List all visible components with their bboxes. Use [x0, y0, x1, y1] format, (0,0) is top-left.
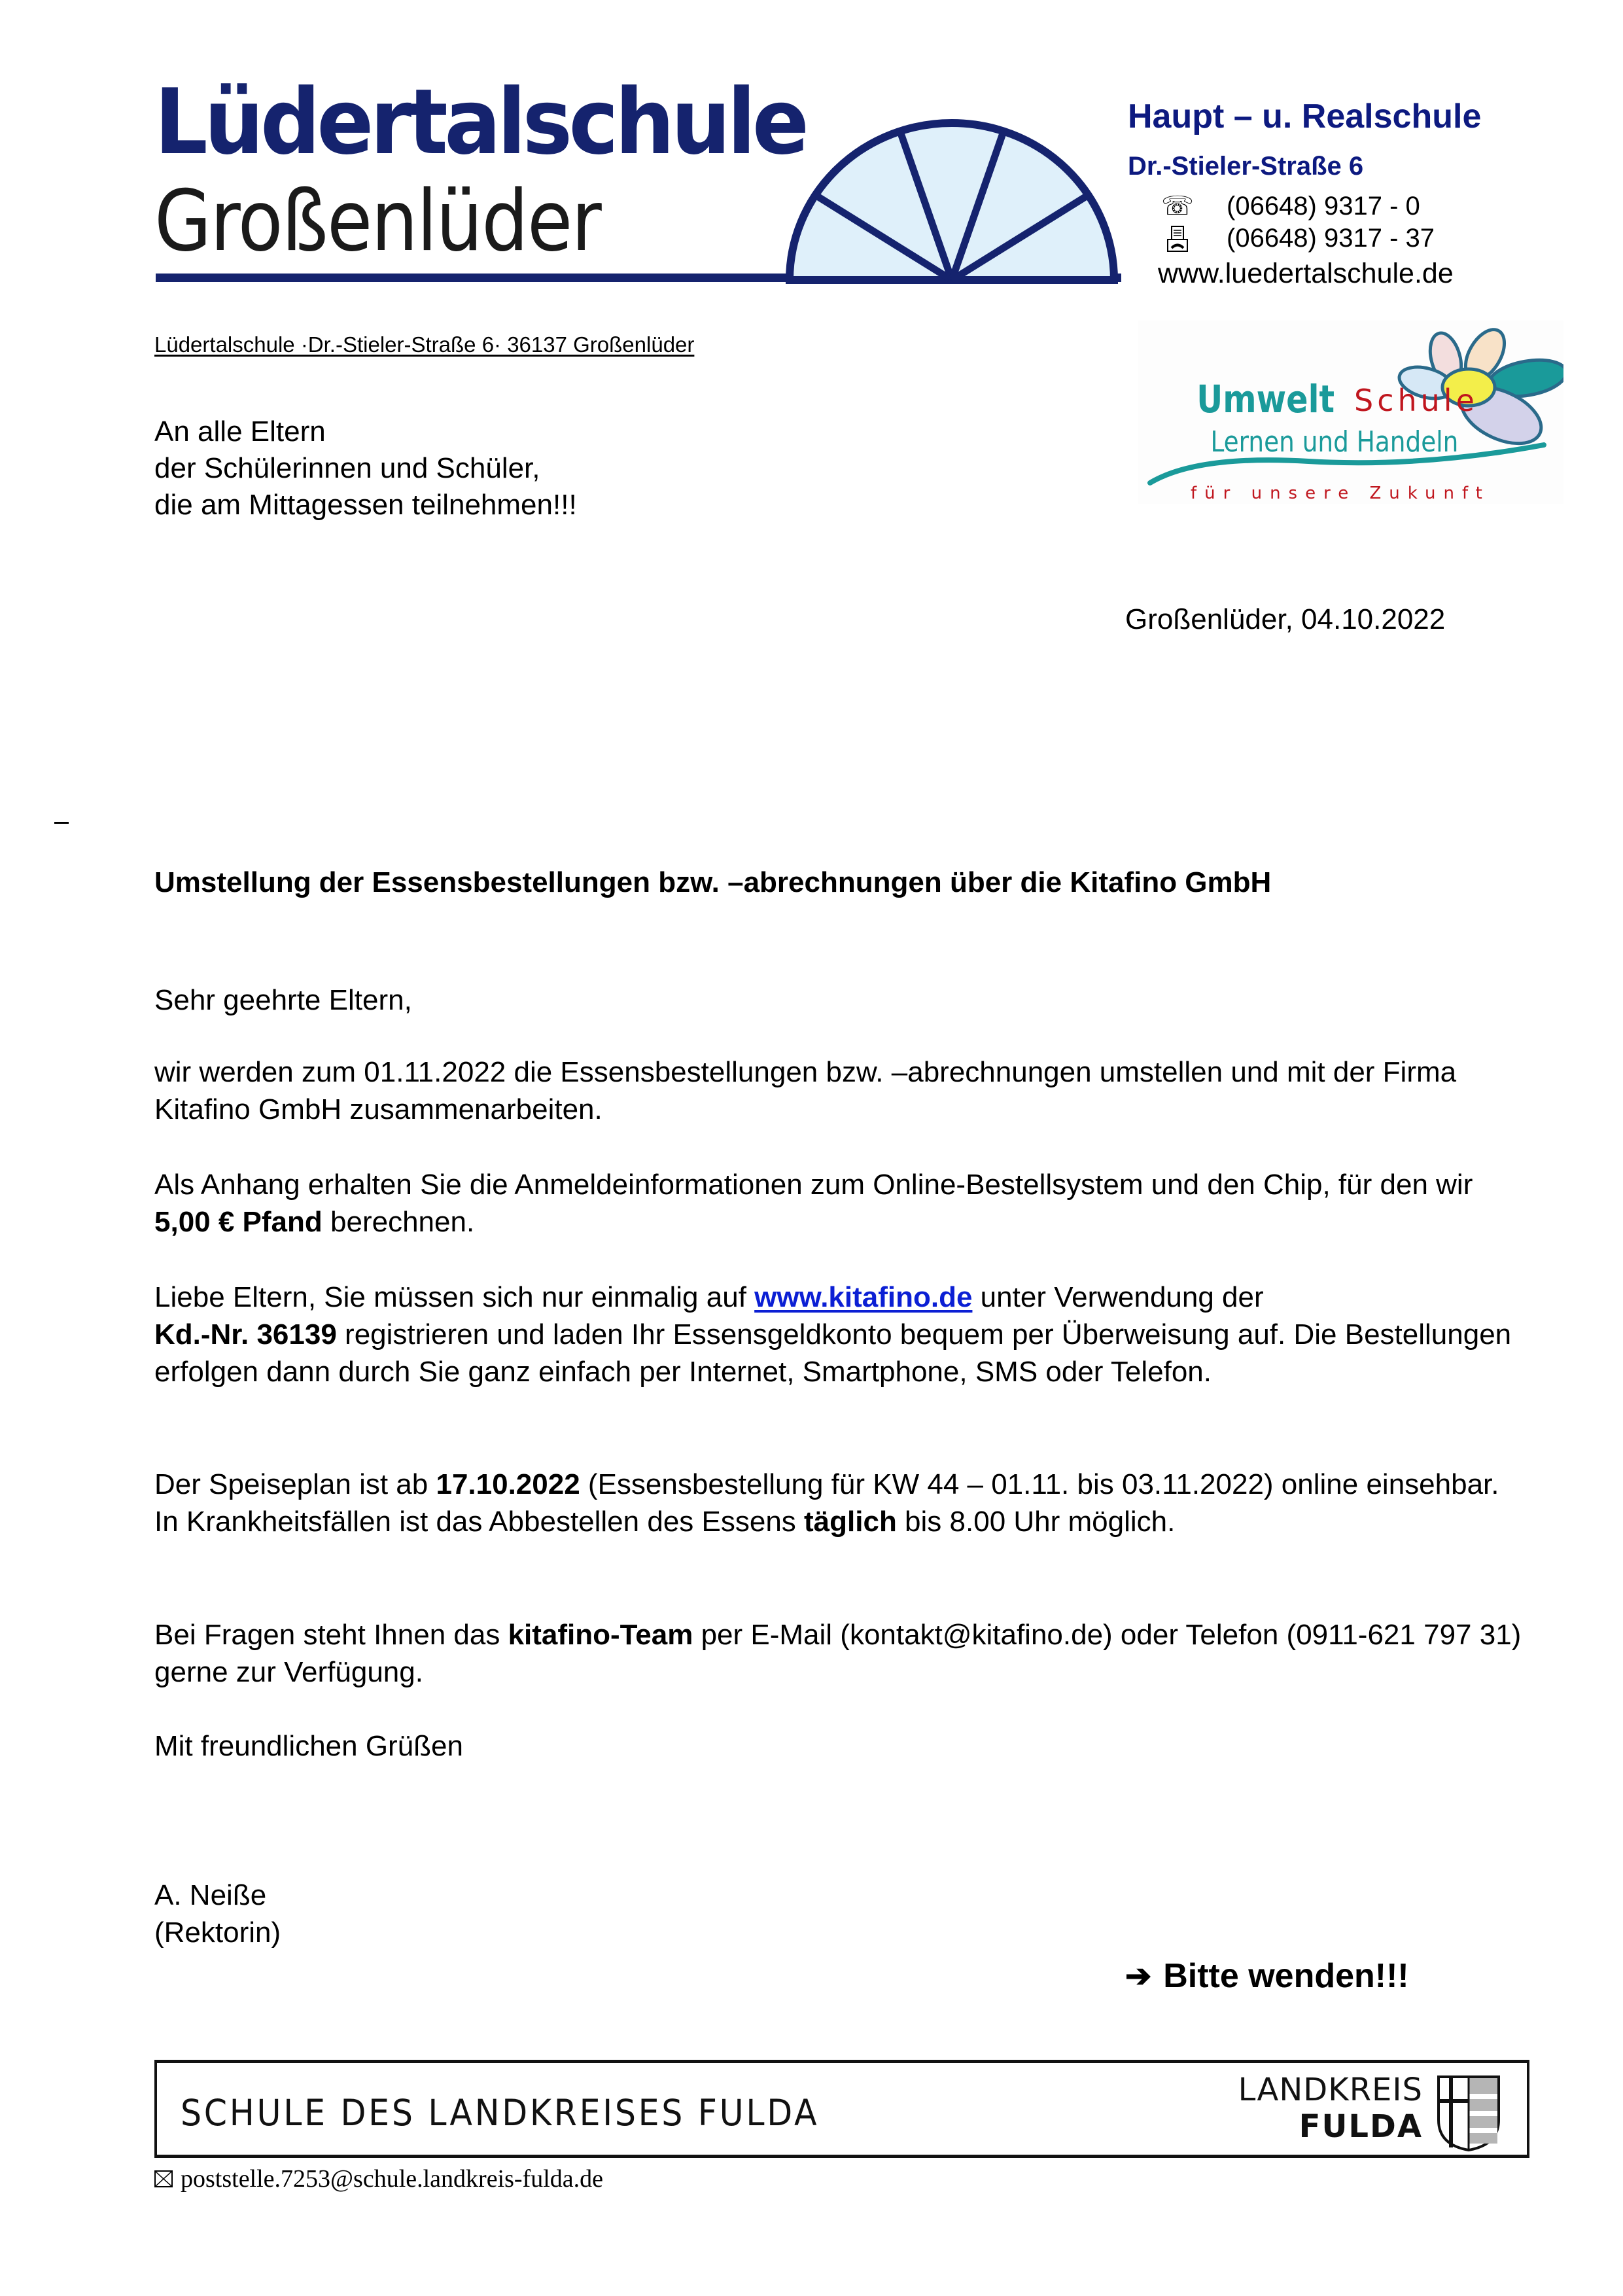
paragraph-registration	[154, 1279, 1522, 1390]
footer-email-row	[154, 2164, 603, 2193]
footer-email[interactable]: poststelle.7253@schule.landkreis-fulda.de	[181, 2165, 603, 2193]
fax-icon	[1161, 225, 1194, 253]
recipient-line: der Schülerinnen und Schüler,	[154, 452, 540, 484]
text-run: per E-Mail (kontakt@kitafino.de) oder Telefon (0911-621 797 31) gerne zur Verfügung.	[154, 1619, 1522, 1688]
turn-over-note	[1125, 1956, 1409, 1996]
fax-row	[1161, 224, 1435, 253]
text-run: berechnen.	[322, 1206, 475, 1238]
closing: Mit freundlichen Grüßen	[154, 1730, 463, 1762]
recipient-line: An alle Eltern	[154, 415, 326, 448]
tagline-text: für unsere Zukunft	[1191, 484, 1490, 503]
text-run: Der Speiseplan ist ab	[154, 1468, 436, 1500]
letter-subject: Umstellung der Essensbestellungen bzw. –abrechnungen über die Kitafino GmbH	[154, 866, 1272, 898]
text-run: Als Anhang erhalten Sie die Anmeldeinformationen zum Online-Bestellsystem und den Chip, für den wir	[154, 1169, 1473, 1201]
footer-school-label: SCHULE DES LANDKREISES FULDA	[181, 2092, 820, 2134]
menu-start-date: 17.10.2022	[436, 1468, 580, 1500]
landkreis-logo-text	[1213, 2072, 1423, 2145]
paragraph-attachment	[154, 1166, 1522, 1241]
recipient-line: die am Mittagessen teilnehmen!!!	[154, 489, 577, 521]
sender-address-line: Lüdertalschule ·Dr.-Stieler-Straße 6· 36137 Großenlüder	[154, 332, 695, 357]
coat-of-arms-icon	[1436, 2074, 1501, 2153]
deposit-amount: 5,00 € Pfand	[154, 1206, 323, 1238]
school-street: Dr.-Stieler-Straße 6	[1128, 152, 1364, 181]
fax-number: (06648) 9317 - 37	[1227, 224, 1435, 253]
schule-word: Schule	[1354, 383, 1478, 418]
customer-number: Kd.-Nr. 36139	[154, 1318, 337, 1351]
landkreis-line2: FULDA	[1299, 2108, 1423, 2145]
fold-mark	[54, 822, 69, 824]
phone-row	[1161, 191, 1420, 221]
signature-title: (Rektorin)	[154, 1916, 281, 1949]
letter-date: Großenlüder, 04.10.2022	[1125, 603, 1446, 635]
text-run: Liebe Eltern, Sie müssen sich nur einmalig auf	[154, 1281, 755, 1313]
school-logo-title: Lüdertalschule	[154, 69, 806, 175]
phone-number: (06648) 9317 - 0	[1227, 191, 1420, 221]
kitafino-link[interactable]: www.kitafino.de	[754, 1281, 973, 1313]
school-website-link[interactable]: www.luedertalschule.de	[1158, 258, 1454, 289]
daily-emphasis: täglich	[804, 1506, 897, 1538]
turn-over-label: Bitte wenden!!!	[1163, 1957, 1409, 1995]
telephone-icon: ☏	[1161, 192, 1195, 221]
paragraph-contact	[154, 1616, 1522, 1691]
school-type: Haupt – u. Realschule	[1128, 97, 1482, 135]
salutation: Sehr geehrte Eltern,	[154, 984, 412, 1016]
school-logo-subtitle: Großenlüder	[154, 173, 601, 270]
text-run: unter Verwendung der	[972, 1281, 1264, 1313]
text-run: Bei Fragen steht Ihnen das	[154, 1619, 508, 1651]
text-run: bis 8.00 Uhr möglich.	[896, 1506, 1176, 1538]
umweltschule-logo-icon	[1138, 321, 1563, 504]
text-run: registrieren und laden Ihr Essensgeldkonto bequem per Überweisung auf. Die Bestellungen erfolgen dann durch Sie ganz einfach per Internet, Smartphone, SMS oder Telefon.	[154, 1318, 1512, 1388]
kitafino-team: kitafino-Team	[508, 1619, 693, 1651]
signature-name: A. Neiße	[154, 1879, 267, 1911]
landkreis-line1: LANDKREIS	[1238, 2072, 1423, 2108]
signature-block	[154, 1877, 1522, 1951]
text-run: In Krankheitsfällen ist das Abbestellen des Essens	[154, 1506, 805, 1538]
recipient-block	[154, 414, 577, 523]
paragraph-changeover: wir werden zum 01.11.2022 die Essensbestellungen bzw. –abrechnungen umstellen und mit der Firma Kitafino GmbH zusammenarbeiten.	[154, 1056, 1457, 1125]
umwelt-word: Umwelt	[1196, 377, 1335, 422]
paragraph-menu	[154, 1466, 1522, 1540]
envelope-icon	[154, 2170, 173, 2187]
arrow-right-icon: ➔	[1125, 1959, 1152, 1994]
fan-window-logo-icon	[782, 113, 1122, 284]
text-run: (Essensbestellung für KW 44 – 01.11. bis 03.11.2022) online einsehbar.	[580, 1468, 1499, 1500]
lernen-handeln-text: Lernen und Handeln	[1210, 425, 1459, 459]
